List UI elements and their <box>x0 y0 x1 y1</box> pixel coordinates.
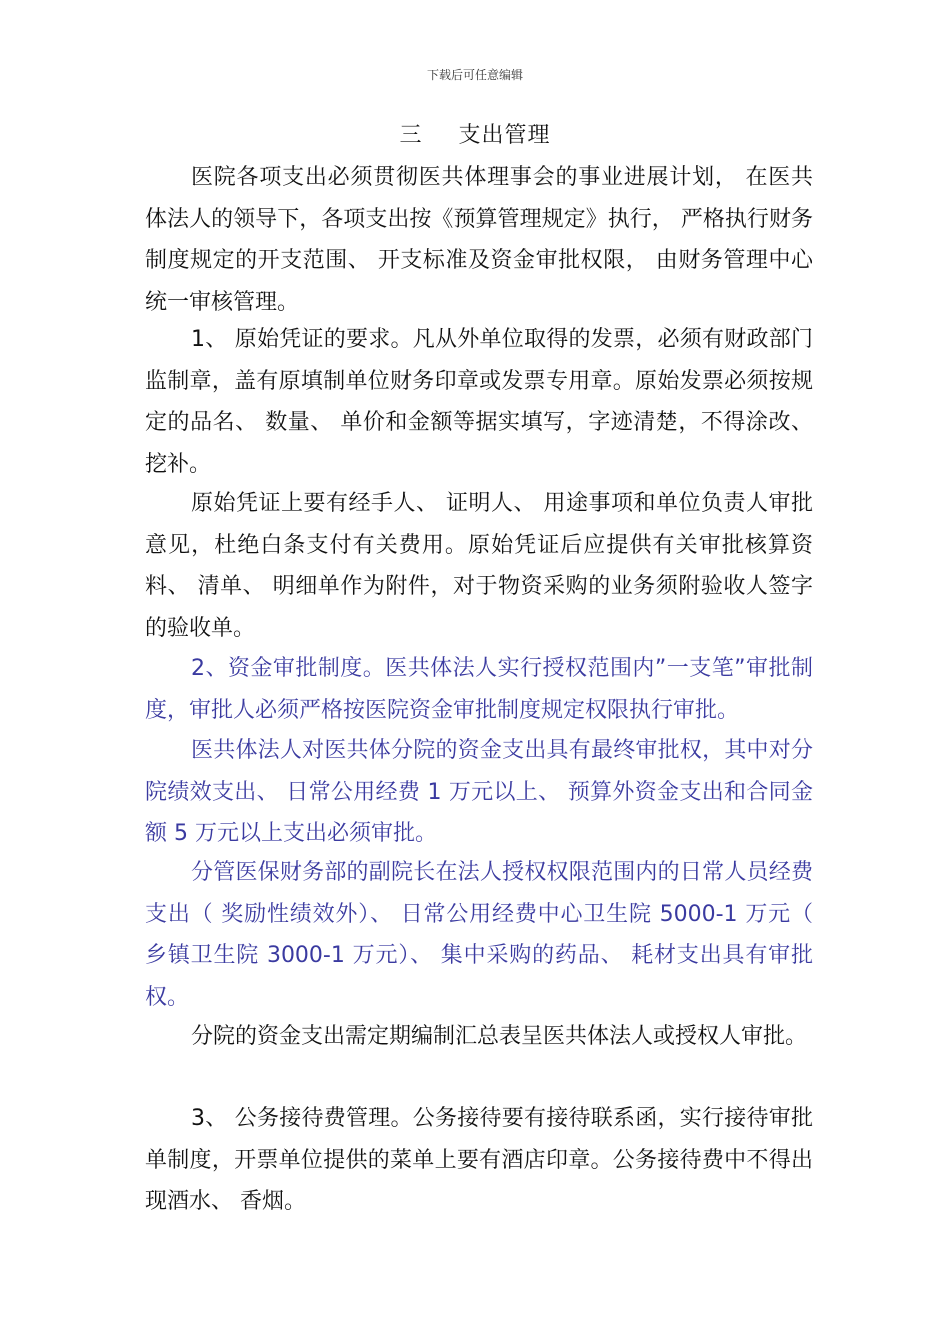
paragraph-legal-person-authority: 医共体法人对医共体分院的资金支出具有最终审批权，其中对分院绩效支出、 日常公用经费 1 万元以上、 预算外资金支出和合同金额 5 万元以上支出必须审批。 <box>145 738 813 846</box>
paragraph-voucher-approval: 原始凭证上要有经手人、 证明人、 用途事项和单位负责人审批意见，杜绝白条支付有关费用。原始凭证后应提供有关审批核算资料、 清单、 明细单作为附件，对于物资采购的业务须附验收人签字的验收单。 <box>145 491 813 641</box>
paragraph-original-voucher: 1、 原始凭证的要求。凡从外单位取得的发票，必须有财政部门监制章，盖有原填制单位财务印章或发票专用章。原始发票必须按规定的品名、 数量、 单价和金额等据实填写，字迹清楚，不得涂改、 挖补。 <box>145 327 813 477</box>
paragraph-vice-president-authority: 分管医保财务部的副院长在法人授权权限范围内的日常人员经费支出（ 奖励性绩效外）、 日常公用经费中心卫生院 5000-1 万元（ 乡镇卫生院 3000-1 万元）、 集中采购的药品、 耗材支出具有审批权。 <box>145 860 813 1010</box>
paragraph-reception-fee: 3、 公务接待费管理。公务接待要有接待联系函，实行接待审批单制度，开票单位提供的菜单上要有酒店印章。公务接待费中不得出现酒水、 香烟。 <box>145 1106 813 1214</box>
section-title-text: 支出管理 <box>458 123 551 148</box>
page-header: 下载后可任意编辑 <box>426 68 523 82</box>
paragraph-branch-summary: 分院的资金支出需定期编制汇总表呈医共体法人或授权人审批。 <box>191 1024 808 1049</box>
section-number: 三 <box>399 123 423 148</box>
paragraph-fund-approval: 2、资金审批制度。医共体法人实行授权范围内”一支笔”审批制度，审批人必须严格按医院资金审批制度规定权限执行审批。 <box>145 656 813 723</box>
section-title <box>0 118 950 149</box>
paragraph-intro: 医院各项支出必须贯彻医共体理事会的事业进展计划， 在医共体法人的领导下，各项支出按《预算管理规定》执行， 严格执行财务制度规定的开支范围、 开支标准及资金审批权限， 由财务管理中心统一审核管理。 <box>145 165 813 315</box>
